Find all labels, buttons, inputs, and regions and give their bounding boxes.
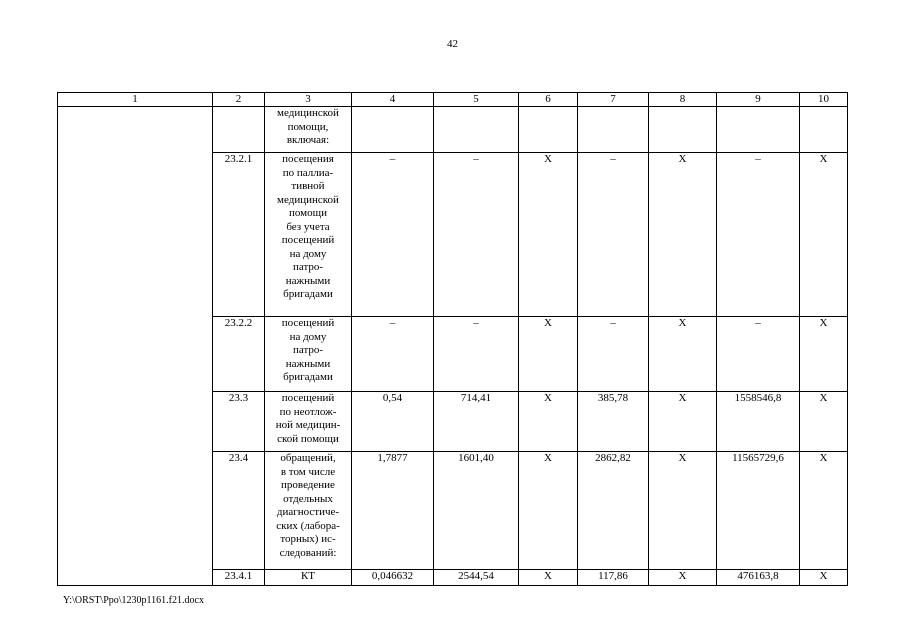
- value-cell: 714,41: [434, 392, 519, 452]
- value-cell: –: [434, 153, 519, 317]
- row-code-cell: 23.3: [213, 392, 265, 452]
- header-cell: 5: [434, 93, 519, 107]
- value-cell: 2544,54: [434, 570, 519, 586]
- header-cell: 6: [519, 93, 578, 107]
- row-code-cell: 23.2.1: [213, 153, 265, 317]
- value-cell: [352, 107, 434, 153]
- value-cell: 1,7877: [352, 452, 434, 570]
- value-cell: Х: [800, 392, 848, 452]
- value-cell: 1601,40: [434, 452, 519, 570]
- value-cell: Х: [649, 570, 717, 586]
- header-cell: 4: [352, 93, 434, 107]
- value-cell: –: [578, 317, 649, 392]
- row-code-cell: 23.4: [213, 452, 265, 570]
- table-header-row: [58, 93, 848, 107]
- value-cell: Х: [519, 153, 578, 317]
- value-cell: –: [717, 317, 800, 392]
- row-name-cell: КТ: [265, 570, 352, 586]
- page-number: 42: [447, 38, 458, 50]
- header-cell: 2: [213, 93, 265, 107]
- value-cell: 117,86: [578, 570, 649, 586]
- section-cell: [58, 107, 213, 586]
- value-cell: Х: [519, 570, 578, 586]
- value-cell: [649, 107, 717, 153]
- value-cell: Х: [649, 452, 717, 570]
- header-cell: 3: [265, 93, 352, 107]
- header-cell: 7: [578, 93, 649, 107]
- row-code-cell: 23.4.1: [213, 570, 265, 586]
- row-code-cell: 23.2.2: [213, 317, 265, 392]
- value-cell: [519, 107, 578, 153]
- value-cell: Х: [800, 153, 848, 317]
- data-table: [57, 92, 848, 586]
- value-cell: Х: [800, 452, 848, 570]
- value-cell: –: [578, 153, 649, 317]
- value-cell: [434, 107, 519, 153]
- value-cell: Х: [800, 317, 848, 392]
- header-cell: 9: [717, 93, 800, 107]
- row-name-cell: посещения по паллиа- тивной медицинской помощи без учета посещений на дому патро- нажными бригадами: [265, 153, 352, 317]
- row-code-cell: [213, 107, 265, 153]
- table-body: [58, 107, 848, 586]
- value-cell: 0,046632: [352, 570, 434, 586]
- header-cell: 8: [649, 93, 717, 107]
- row-name-cell: посещений по неотлож- ной медицин- ской помощи: [265, 392, 352, 452]
- value-cell: [800, 107, 848, 153]
- value-cell: Х: [519, 452, 578, 570]
- value-cell: Х: [649, 392, 717, 452]
- value-cell: 1558546,8: [717, 392, 800, 452]
- row-name-cell: обращений, в том числе проведение отдельных диагностиче- ских (лабора- торных) ис- следований:: [265, 452, 352, 570]
- header-cell: 1: [58, 93, 213, 107]
- value-cell: –: [434, 317, 519, 392]
- value-cell: [717, 107, 800, 153]
- value-cell: Х: [519, 392, 578, 452]
- value-cell: 2862,82: [578, 452, 649, 570]
- value-cell: Х: [519, 317, 578, 392]
- value-cell: –: [352, 153, 434, 317]
- value-cell: Х: [800, 570, 848, 586]
- value-cell: 0,54: [352, 392, 434, 452]
- value-cell: –: [352, 317, 434, 392]
- value-cell: Х: [649, 153, 717, 317]
- value-cell: –: [717, 153, 800, 317]
- value-cell: 385,78: [578, 392, 649, 452]
- value-cell: [578, 107, 649, 153]
- row-name-cell: посещений на дому патро- нажными бригадами: [265, 317, 352, 392]
- value-cell: 11565729,6: [717, 452, 800, 570]
- value-cell: 476163,8: [717, 570, 800, 586]
- file-path-footer: Y:\ORST\Ppo\1230p1161.f21.docx: [63, 595, 204, 606]
- row-name-cell: медицинской помощи, включая:: [265, 107, 352, 153]
- value-cell: Х: [649, 317, 717, 392]
- header-cell: 10: [800, 93, 848, 107]
- table-row: [58, 107, 848, 153]
